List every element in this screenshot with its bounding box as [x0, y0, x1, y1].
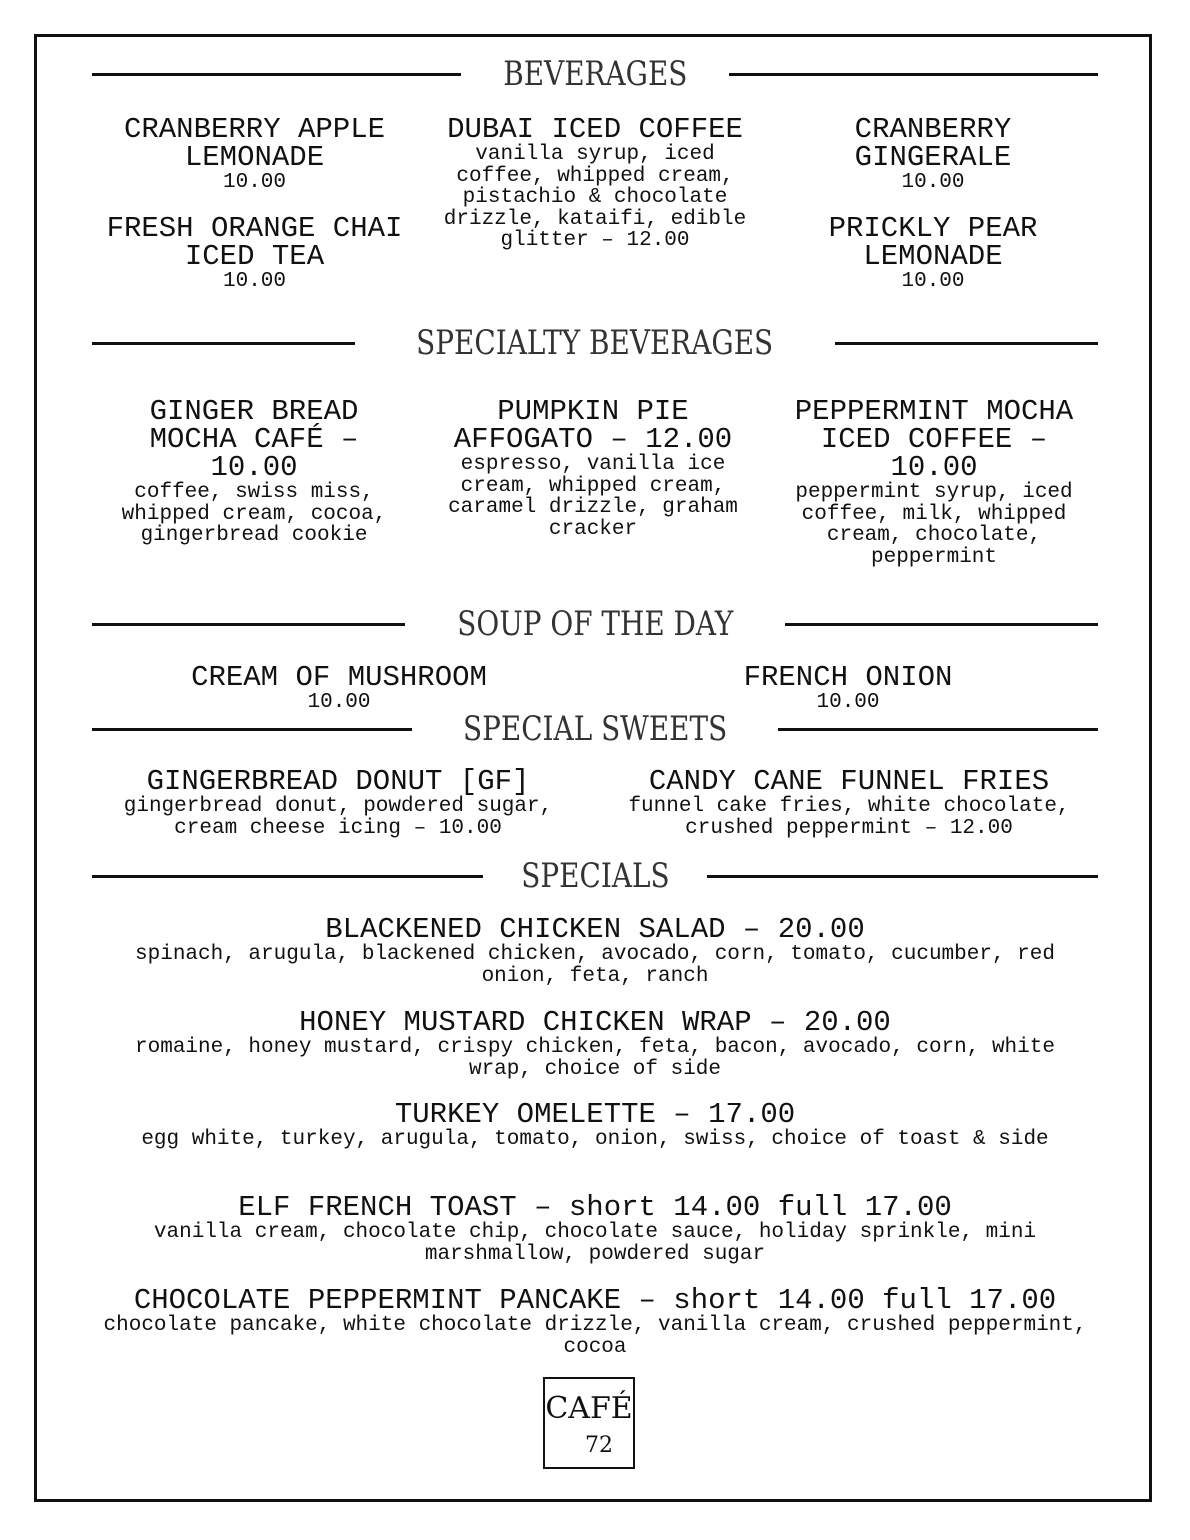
menu-item [100, 1098, 1090, 1151]
section-title: BEVERAGES [502, 54, 688, 94]
cafe-logo [543, 1377, 635, 1469]
menu-item [100, 1191, 1090, 1266]
item-name: TURKEY OMELETTE – 17.00 [394, 1098, 796, 1131]
item-price: 10.00 [901, 171, 965, 194]
menu-item [800, 212, 1066, 293]
menu-item [100, 1006, 1090, 1081]
item-name: HONEY MUSTARD CHICKEN WRAP – 20.00 [299, 1006, 891, 1039]
item-description: romaine, honey mustard, crispy chicken, feta, bacon, avocado, corn, white wrap, choice of side [135, 1036, 1055, 1081]
menu-item [800, 113, 1066, 194]
menu-item [440, 395, 746, 541]
section-header-specialty-beverages [92, 320, 1098, 366]
section-title: SPECIALTY BEVERAGES [416, 323, 774, 363]
menu-item [778, 395, 1091, 569]
item-name: PEPPERMINT MOCHA ICED COFFEE – 10.00 [794, 395, 1091, 484]
item-name: CHOCOLATE PEPPERMINT PANCAKE – short 14.00 full 17.00 [133, 1284, 1057, 1317]
menu-item [102, 395, 406, 547]
item-name: CREAM OF MUSHROOM [191, 661, 487, 694]
logo-text: CAFÉ [545, 1391, 633, 1426]
section-title: SPECIAL SWEETS [462, 709, 728, 749]
item-description: chocolate pancake, white chocolate drizzle, vanilla cream, crushed peppermint, cocoa [103, 1314, 1087, 1359]
item-description: espresso, vanilla ice cream, whipped cream, caramel drizzle, graham cracker [448, 453, 738, 541]
section-header-specials [92, 853, 1098, 899]
item-name: FRENCH ONION [743, 661, 953, 694]
item-price: 10.00 [222, 270, 286, 293]
item-description: spinach, arugula, blackened chicken, avocado, corn, tomato, cucumber, red onion, feta, ranch [135, 943, 1055, 988]
item-name: FRESH ORANGE CHAI ICED TEA [106, 212, 420, 273]
item-description: gingerbread donut, powdered sugar, cream cheese icing – 10.00 [123, 795, 553, 840]
section-header-special-sweets [92, 706, 1098, 752]
menu-item [100, 1284, 1090, 1359]
item-price: 10.00 [222, 171, 286, 194]
item-name: DUBAI ICED COFFEE [447, 113, 743, 146]
item-description: funnel cake fries, white chocolate, crushed peppermint – 12.00 [628, 795, 1070, 840]
menu-item [92, 113, 417, 194]
logo-number: 72 [585, 1433, 613, 1458]
item-price: 10.00 [901, 270, 965, 293]
item-price: 10.00 [307, 691, 371, 714]
section-title: SOUP OF THE DAY [456, 604, 734, 644]
item-name: CANDY CANE FUNNEL FRIES [648, 765, 1050, 798]
item-description: coffee, swiss miss, whipped cream, cocoa, gingerbread cookie [121, 481, 387, 547]
section-title: SPECIALS [520, 856, 670, 896]
item-description: vanilla cream, chocolate chip, chocolate sauce, holiday sprinkle, mini marshmallow, powdered sugar [153, 1221, 1037, 1266]
section-header-soup [92, 601, 1098, 647]
item-name: BLACKENED CHICKEN SALAD – 20.00 [325, 913, 865, 946]
item-description: vanilla syrup, iced coffee, whipped cream, pistachio & chocolate drizzle, kataifi, edible glitter – 12.00 [443, 143, 747, 252]
item-name: CRANBERRY APPLE LEMONADE [123, 113, 403, 174]
item-name: PRICKLY PEAR LEMONADE [828, 212, 1055, 273]
item-name: CRANBERRY GINGERALE [854, 113, 1029, 174]
section-header-beverages [92, 51, 1098, 97]
item-description: peppermint syrup, iced coffee, milk, whipped cream, chocolate, peppermint [795, 481, 1073, 569]
menu-item [432, 113, 758, 252]
menu-item [92, 212, 420, 293]
item-description: egg white, turkey, arugula, tomato, onion, swiss, choice of toast & side [141, 1128, 1049, 1151]
item-name: GINGERBREAD DONUT [GF] [146, 765, 530, 798]
item-name: GINGER BREAD MOCHA CAFÉ – 10.00 [149, 395, 376, 484]
item-price: 10.00 [816, 691, 880, 714]
item-name: ELF FRENCH TOAST – short 14.00 full 17.00 [238, 1191, 952, 1224]
menu-item [100, 913, 1090, 988]
menu-item [95, 765, 581, 840]
item-name: PUMPKIN PIE AFFOGATO – 12.00 [453, 395, 733, 456]
menu-item [620, 765, 1078, 840]
